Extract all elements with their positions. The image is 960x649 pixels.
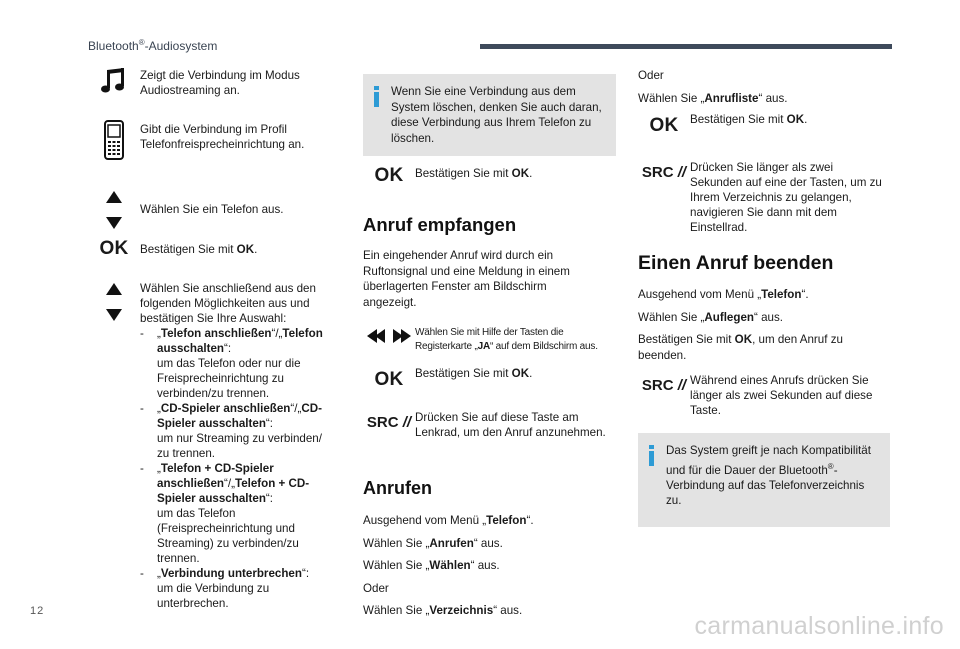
receive-paragraph: Ein eingehender Anruf wird durch ein Ruftonsignal und eine Meldung in einem überlagerten Fenster am Bildschirm angezeigt. bbox=[363, 249, 570, 309]
confirm-ok-row bbox=[88, 237, 328, 279]
or-text: Oder bbox=[638, 69, 664, 82]
heading-anruf-beenden: Einen Anruf beenden bbox=[638, 252, 834, 274]
page-number: 12 bbox=[30, 605, 45, 617]
watermark: carmanualsonline.info bbox=[694, 612, 944, 640]
heading-anrufen: Anrufen bbox=[363, 478, 432, 498]
up-down-arrows-icon bbox=[88, 191, 140, 229]
heading-anruf-empfangen: Anruf empfangen bbox=[363, 214, 517, 235]
up-down-arrows-icon bbox=[88, 279, 140, 321]
confirm-ok-row bbox=[638, 110, 894, 158]
call-step-4: Wählen Sie „Verzeichnis“ aus. bbox=[363, 604, 523, 617]
info-icon bbox=[371, 86, 383, 108]
confirm-ok-row-2 bbox=[363, 364, 616, 408]
call-step-2: Wählen Sie „Anrufen“ aus. bbox=[363, 536, 503, 550]
confirm-ok-text: Bestätigen Sie mit OK. bbox=[140, 243, 258, 256]
select-call-list: Wählen Sie „Anrufliste“ aus. bbox=[638, 91, 788, 105]
header-bar bbox=[480, 44, 892, 49]
choice-options-list bbox=[140, 326, 326, 611]
list-item: - „Verbindung unterbrechen“: um die Verbindung zu unterbrechen. bbox=[140, 567, 310, 610]
src-steering-button-icon: SRC // bbox=[366, 414, 412, 431]
hangup-text: Während eines Anrufs drücken Sie länger als zwei Sekunden auf diese Taste. bbox=[690, 374, 873, 417]
page-header-title: Bluetooth®-Audiosystem bbox=[88, 38, 218, 53]
call-step-3: Wählen Sie „Wählen“ aus. bbox=[363, 559, 500, 572]
call-or: Oder bbox=[363, 581, 389, 595]
column-1 bbox=[88, 66, 328, 611]
info-note-compatibility: Das System greift je nach Kompatibilität und für die Dauer der Bluetooth®-Verbindung auf das Telefonverzeichnis zu. bbox=[638, 433, 890, 527]
phone-profile-text: Gibt die Verbindung im Profil Telefonfreisprecheinrichtung an. bbox=[140, 123, 305, 151]
confirm-ok-text: Bestätigen Sie mit OK. bbox=[415, 367, 533, 380]
choice-text bbox=[140, 279, 326, 611]
confirm-ok-row bbox=[363, 164, 616, 206]
list-item: - „CD-Spieler anschließen“/„CD-Spieler ausschalten“: um nur Streaming zu verbinden/ zu trennen. bbox=[140, 402, 322, 460]
src-steering-button-icon: SRC // bbox=[641, 164, 687, 181]
ok-button-icon: OK bbox=[374, 165, 404, 186]
end-step-3: Bestätigen Sie mit OK, um den Anruf zu beenden. bbox=[638, 333, 843, 362]
left-right-double-arrows-icon bbox=[363, 324, 415, 343]
answer-call-row bbox=[363, 408, 616, 466]
ok-button-icon: OK bbox=[649, 115, 679, 136]
src-steering-button-icon: SRC // bbox=[641, 377, 687, 394]
confirm-ok-text: Bestätigen Sie mit OK. bbox=[690, 113, 808, 126]
list-item: - „Telefon + CD-Spieler anschließen“/„Telefon + CD-Spieler ausschalten“: um das Telefon (Freisprecheinrichtung und Streaming) zu verbinden/zu trennen. bbox=[140, 462, 310, 565]
ok-button-icon: OK bbox=[374, 369, 404, 390]
end-step-2: Wählen Sie „Auflegen“ aus. bbox=[638, 310, 783, 324]
answer-call-text: Drücken Sie auf diese Taste am Lenkrad, um den Anruf anzunehmen. bbox=[415, 411, 606, 439]
hangup-row bbox=[638, 371, 894, 433]
select-phone-row bbox=[88, 182, 328, 237]
music-note-icon bbox=[88, 66, 140, 96]
ok-button-icon: OK bbox=[99, 238, 129, 259]
choice-row bbox=[88, 279, 328, 611]
end-step-1: Ausgehend vom Menü „Telefon“. bbox=[638, 288, 809, 301]
directory-row bbox=[638, 158, 894, 242]
list-item: - „Telefon anschließen“/„Telefon ausschalten“: um das Telefon oder nur die Freisprecheinrichtung zu verbinden/zu trennen. bbox=[140, 327, 323, 400]
mobile-phone-icon bbox=[88, 120, 140, 160]
select-phone-text: Wählen Sie ein Telefon aus. bbox=[140, 203, 284, 216]
streaming-row bbox=[88, 66, 328, 120]
select-tab-row bbox=[363, 324, 616, 364]
call-step-1: Ausgehend vom Menü „Telefon“. bbox=[363, 514, 534, 527]
directory-text: Drücken Sie länger als zwei Sekunden auf eine der Tasten, um zu Ihrem Verzeichnis zu gelangen, navigieren Sie dann mit dem Einstellrad. bbox=[690, 161, 882, 234]
choice-intro: Wählen Sie anschließend aus den folgenden Möglichkeiten aus und bestätigen Sie Ihre Auswahl: bbox=[140, 282, 316, 325]
info-icon bbox=[646, 445, 658, 467]
confirm-ok-text: Bestätigen Sie mit OK. bbox=[415, 167, 533, 180]
phone-profile-row bbox=[88, 120, 328, 182]
column-2 bbox=[363, 74, 616, 619]
streaming-text: Zeigt die Verbindung im Modus Audiostreaming an. bbox=[140, 69, 300, 97]
column-3 bbox=[638, 68, 894, 527]
select-tab-text: Wählen Sie mit Hilfe der Tasten die Registerkarte „JA“ auf dem Bildschirm aus. bbox=[415, 327, 598, 352]
info-note-delete-connection: Wenn Sie eine Verbindung aus dem System löschen, denken Sie auch daran, diese Verbindung aus Ihrem Telefon zu löschen. bbox=[363, 74, 616, 156]
